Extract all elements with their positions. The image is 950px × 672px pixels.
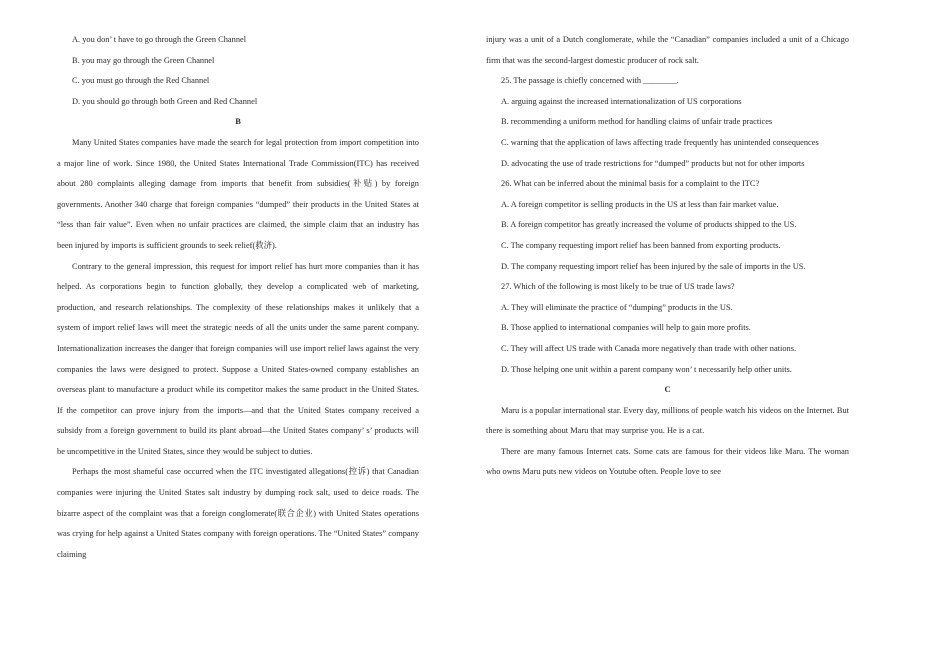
- passage-b-paragraph-1: Many United States companies have made the search for legal protection from import competition into a major line of work. Since 1980, the United States International Trade Commission(ITC) has received about 280 complaints alleging damage from imports that benefit from subsidies(补贴) by foreign governments. Another 340 charge that foreign companies “dumped” their products in the United States at “less than fair value”. Even when no unfair practices are claimed, the simple claim that an industry has been injured by imports is sufficient grounds to seek relief(救济).: [57, 137, 419, 250]
- q27-option-c: C. They will affect US trade with Canada more negatively than trade with other nations.: [501, 343, 797, 353]
- q27-option-d: D. Those helping one unit within a parent company won’ t necessarily help other units.: [501, 364, 792, 374]
- q26-option-c: C. The company requesting import relief has been banned from exporting products.: [501, 240, 781, 250]
- q26-option-b: B. A foreign competitor has greatly increased the volume of products shipped to the US.: [501, 220, 797, 230]
- section-c-heading: C: [664, 385, 671, 395]
- section-b-heading: B: [235, 117, 241, 127]
- q25-option-d: D. advocating the use of trade restrictions for “dumped” products but not for other imports: [501, 158, 805, 168]
- question-26: 26. What can be inferred about the minimal basis for a complaint to the ITC?: [501, 179, 760, 189]
- passage-b-paragraph-2: Contrary to the general impression, this request for import relief has hurt more companies than it has helped. As corporations begin to function globally, they develop a complicated web of marketing, production, and research relationships. The complexity of these relationships makes it unlikely that a system of import relief laws will meet the strategic needs of all the units under the same parent company. Internationalization increases the danger that foreign companies will use import relief laws against the very companies the laws were designed to protect. Suppose a United States-owned company establishes an overseas plant to manufacture a product while its competitor makes the same product in the United States. If the competitor can prove injury from the imports—and that the United States company received a subsidy from a foreign government to build its plant abroad—the United States company’ s’ products will be uncompetitive in the United States, since they would be subject to duties.: [57, 261, 419, 456]
- q27-option-a: A. They will eliminate the practice of “dumping” products in the US.: [501, 302, 733, 312]
- right-column: [486, 30, 849, 483]
- q25-option-a: A. arguing against the increased internationalization of US corporations: [501, 96, 742, 106]
- option-a: A. you don’ t have to go through the Green Channel: [72, 35, 247, 44]
- passage-b-paragraph-3: Perhaps the most shameful case occurred when the ITC investigated allegations(控诉) that Canadian companies were injuring the United States salt industry by dumping rock salt, used to deice roads. The bizarre aspect of the complaint was that a foreign conglomerate(联合企业) with United States operations was crying for help against a United States company with foreign operations. The “United States” company claiming: [57, 467, 419, 559]
- option-b: B. you may go through the Green Channel: [72, 55, 215, 65]
- option-d: D. you should go through both Green and Red Channel: [72, 96, 258, 106]
- option-c: C. you must go through the Red Channel: [72, 76, 210, 86]
- passage-b-continuation: injury was a unit of a Dutch conglomerate, while the “Canadian” companies included a unit of a Chicago firm that was the second-largest domestic producer of rock salt.: [486, 35, 849, 65]
- left-column: [57, 30, 419, 565]
- passage-c-paragraph-2: There are many famous Internet cats. Some cats are famous for their videos like Maru. The woman who owns Maru puts new videos on Youtube often. People love to see: [486, 446, 849, 477]
- q25-option-b: B. recommending a uniform method for handling claims of unfair trade practices: [501, 117, 773, 127]
- q26-option-d: D. The company requesting import relief has been injured by the sale of imports in the US.: [501, 261, 806, 271]
- passage-c-paragraph-1: Maru is a popular international star. Every day, millions of people watch his videos on the Internet. But there is something about Maru that may surprise you. He is a cat.: [486, 405, 849, 436]
- question-25: 25. The passage is chiefly concerned with ________.: [501, 76, 679, 86]
- q25-option-c: C. warning that the application of laws affecting trade frequently has unintended consequences: [501, 137, 819, 147]
- q27-option-b: B. Those applied to international companies will help to gain more profits.: [501, 323, 751, 333]
- q26-option-a: A. A foreign competitor is selling products in the US at less than fair market value.: [501, 199, 779, 209]
- question-27: 27. Which of the following is most likely to be true of US trade laws?: [501, 282, 735, 292]
